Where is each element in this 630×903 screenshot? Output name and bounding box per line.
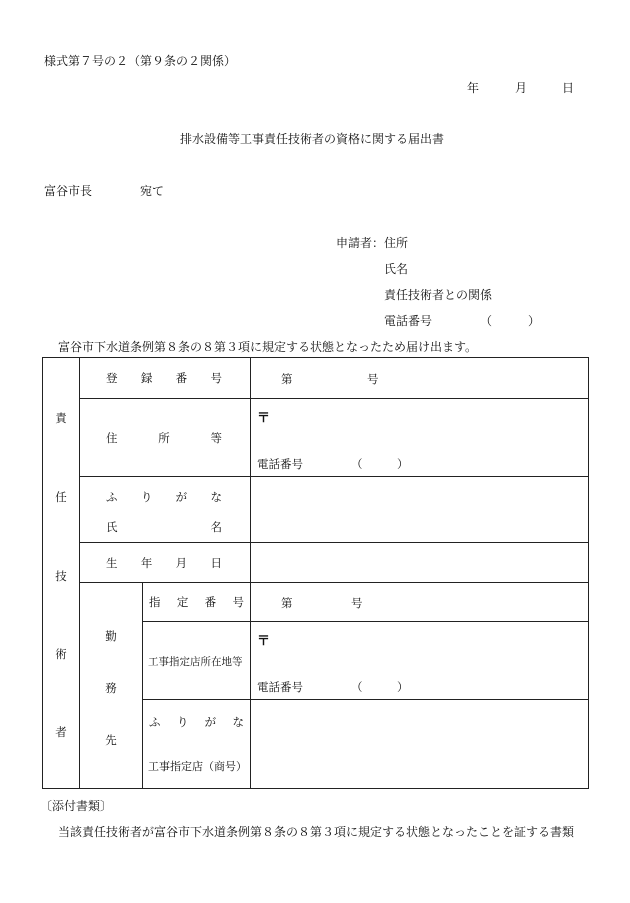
registration-number-label-cell: [80, 358, 251, 399]
addressee-suffix: 宛て: [140, 184, 165, 198]
registration-label-char: 番: [175, 371, 188, 385]
workplace-char: 先: [105, 733, 117, 747]
date-year-label: 年: [467, 81, 480, 95]
registration-label-char: 号: [210, 371, 222, 385]
attachments-heading: 〔添付書類〕: [40, 799, 113, 813]
workplace-char: 務: [105, 681, 117, 695]
shop-name-value-cell[interactable]: [251, 700, 589, 789]
shop-postal-mark: 〒: [257, 634, 271, 649]
birth-label-char: 生: [106, 555, 118, 570]
name-label-cell: [80, 477, 251, 543]
shop-name-label-cell: [143, 700, 251, 789]
address-label-char: 等: [210, 430, 222, 445]
date-month-label: 月: [515, 81, 528, 95]
name-label-char: 氏: [106, 520, 118, 534]
postal-mark: 〒: [257, 411, 271, 426]
shop-furigana-char: な: [232, 715, 244, 729]
section-char: 術: [55, 647, 67, 661]
furigana-label-char: ふ: [106, 490, 118, 504]
shop-phone-paren: （ ）: [351, 680, 409, 694]
shop-furigana-char: り: [176, 715, 189, 729]
address-label-char: 住: [106, 430, 118, 445]
shop-address-label: 工事指定店所在地等: [148, 656, 243, 668]
address-value-cell[interactable]: [251, 399, 589, 477]
furigana-label-char: が: [175, 490, 188, 504]
section-char: 責: [55, 411, 67, 425]
address-phone-paren: （ ）: [351, 457, 409, 471]
workplace-char: 勤: [105, 629, 117, 643]
name-value-cell[interactable]: [251, 477, 589, 543]
applicant-address-label: 住所: [384, 236, 409, 250]
designation-value-cell[interactable]: [251, 583, 589, 622]
shop-address-label-cell: [143, 622, 251, 700]
shop-phone-label: 電話番号: [257, 680, 303, 694]
birthdate-label-cell: [80, 543, 251, 583]
applicant-phone-label: 電話番号: [384, 314, 433, 328]
designation-prefix: 第: [281, 596, 293, 610]
designation-label-cell: [143, 583, 251, 622]
birth-label-char: 月: [175, 555, 188, 570]
registration-label-char: 録: [140, 371, 153, 385]
shop-address-value-cell[interactable]: [251, 622, 589, 700]
address-label-cell: [80, 399, 251, 477]
form-number: 様式第７号の２（第９条の２関係）: [44, 54, 237, 68]
registration-label-char: 登: [106, 371, 118, 385]
section-char: 技: [55, 569, 67, 583]
furigana-label-char: な: [210, 490, 222, 504]
registration-suffix: 号: [367, 372, 379, 386]
designation-label-char: 番: [204, 595, 217, 609]
applicant-label: 申請者：: [336, 236, 385, 250]
section-char: 任: [55, 490, 67, 504]
applicant-phone-paren: （ ）: [480, 314, 541, 328]
section-label-technician: [43, 358, 80, 789]
furigana-label-char: り: [140, 490, 153, 504]
shop-furigana-char: ふ: [149, 715, 161, 729]
birth-label-char: 年: [140, 555, 153, 570]
address-label-char: 所: [158, 430, 170, 445]
attachments-item: 当該責任技術者が富谷市下水道条例第８条の８第３項に規定する状態となったことを証する書類: [58, 825, 575, 839]
address-phone-label: 電話番号: [257, 457, 303, 471]
registration-number-value-cell[interactable]: [251, 358, 589, 399]
applicant-relation-label: 責任技術者との関係: [384, 288, 493, 302]
applicant-name-label: 氏名: [384, 262, 409, 276]
designation-label-char: 号: [232, 595, 244, 609]
name-label-char: 名: [210, 520, 222, 534]
statement-text: 富谷市下水道条例第８条の８第３項に規定する状態となったため届け出ます。: [58, 340, 478, 354]
date-day-label: 日: [562, 81, 575, 95]
registration-prefix: 第: [281, 372, 293, 386]
addressee-name: 富谷市長: [44, 184, 93, 198]
shop-name-label: 工事指定店（商号）: [148, 760, 247, 773]
designation-label-char: 定: [176, 595, 189, 609]
birth-label-char: 日: [210, 555, 222, 570]
shop-furigana-char: が: [204, 715, 217, 729]
birthdate-value-cell[interactable]: [251, 543, 589, 583]
document-title: 排水設備等工事責任技術者の資格に関する届出書: [180, 132, 445, 146]
technician-form-table: [42, 357, 589, 789]
designation-label-char: 指: [149, 595, 161, 609]
designation-suffix: 号: [351, 596, 363, 610]
section-char: 者: [55, 725, 67, 739]
workplace-label-cell: [80, 583, 143, 789]
